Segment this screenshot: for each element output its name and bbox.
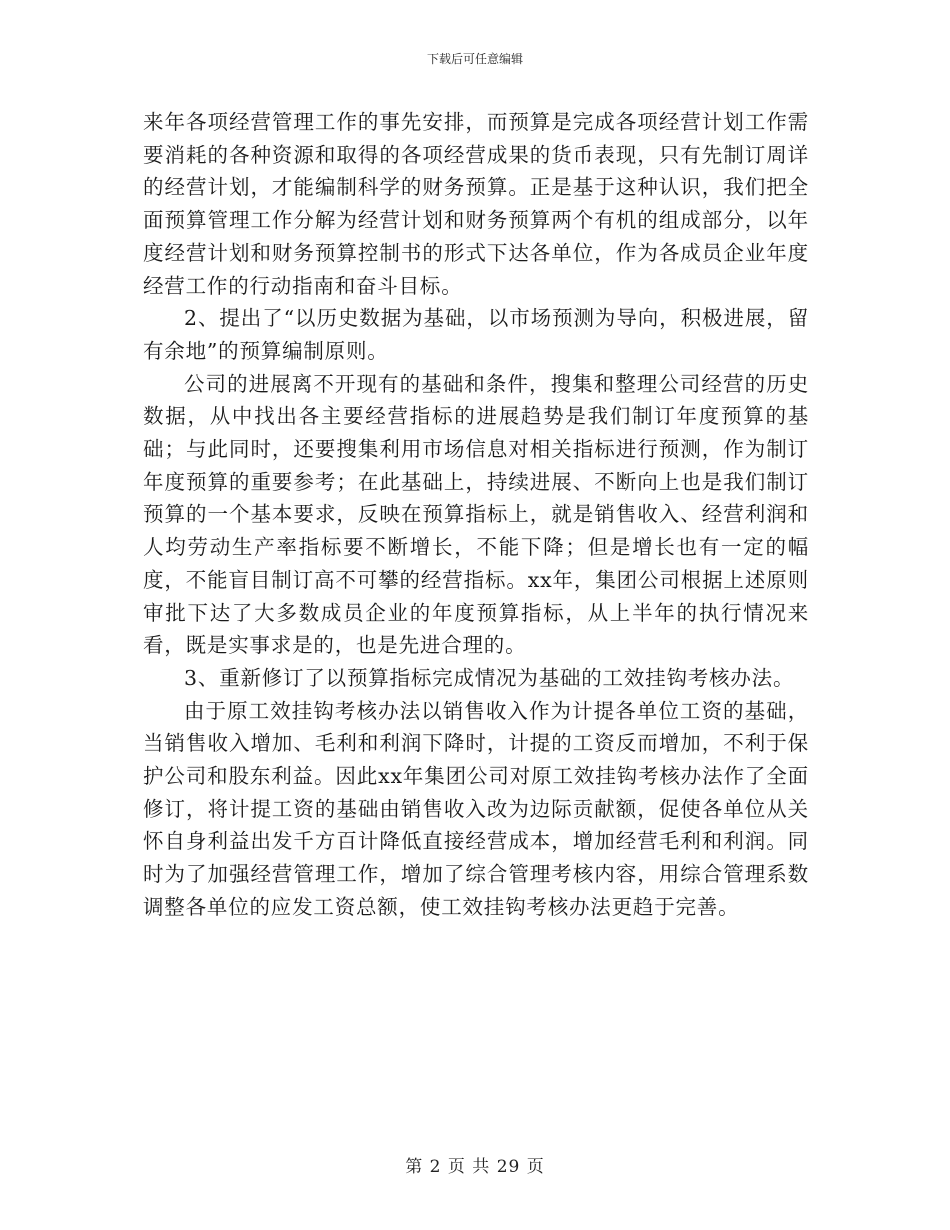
paragraph-3: 公司的进展离不开现有的基础和条件，搜集和整理公司经营的历史数据，从中找出各主要经营指标的进展趋势是我们制订年度预算的基础；与此同时，还要搜集利用市场信息对相关指标进行预测，作为制订年度预算的重要参考；在此基础上，持续进展、不断向上也是我们制订预算的一个基本要求，反映在预算指标上，就是销售收入、经营利润和人均劳动生产率指标要不断增长，不能下降；但是增长也有一定的幅度，不能盲目制订高不可攀的经营指标。xx年，集团公司根据上述原则审批下达了大多数成员企业的年度预算指标，从上半年的执行情况来看，既是实事求是的，也是先进合理的。 <box>143 371 809 658</box>
paragraph-2: 2、提出了“以历史数据为基础，以市场预测为导向，积极进展，留有余地”的预算编制原则。 <box>143 306 809 363</box>
page-number-footer: 第 2 页 共 29 页 <box>405 1157 545 1177</box>
page-header: 下载后可任意编辑 <box>426 52 523 66</box>
paragraph-1: 来年各项经营管理工作的事先安排，而预算是完成各项经营计划工作需要消耗的各种资源和取得的各项经营成果的货币表现，只有先制订周详的经营计划，才能编制科学的财务预算。正是基于这种认识，我们把全面预算管理工作分解为经营计划和财务预算两个有机的组成部分，以年度经营计划和财务预算控制书的形式下达各单位，作为各成员企业年度经营工作的行动指南和奋斗目标。 <box>143 110 809 298</box>
document-body <box>143 106 809 924</box>
paragraph-5: 由于原工效挂钩考核办法以销售收入作为计提各单位工资的基础，当销售收入增加、毛利和利润下降时，计提的工资反而增加，不利于保护公司和股东利益。因此xx年集团公司对原工效挂钩考核办法作了全面修订，将计提工资的基础由销售收入改为边际贡献额，促使各单位从关怀自身利益出发千方百计降低直接经营成本，增加经营毛利和利润。同时为了加强经营管理工作，增加了综合管理考核内容，用综合管理系数调整各单位的应发工资总额，使工效挂钩考核办法更趋于完善。 <box>143 698 809 919</box>
paragraph-4: 3、重新修订了以预算指标完成情况为基础的工效挂钩考核办法。 <box>184 665 795 690</box>
